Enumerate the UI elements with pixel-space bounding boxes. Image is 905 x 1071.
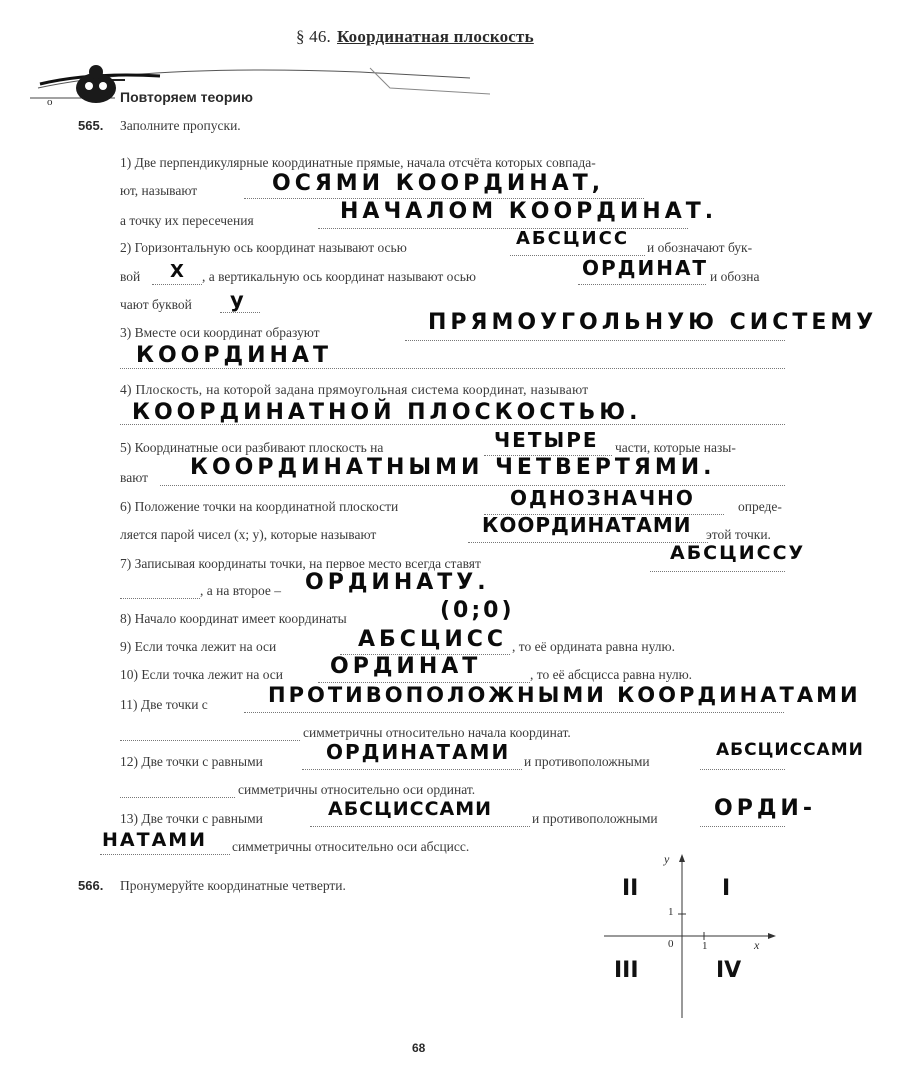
item-12-line-a: 12) Две точки с равными <box>120 754 263 769</box>
y-unit-label: 1 <box>668 906 674 918</box>
answer-line <box>120 368 785 369</box>
item-2-line-b-mid: , а вертикальную ось координат называют осью <box>202 269 476 284</box>
answer-line <box>650 571 785 572</box>
item-3-line-a: 3) Вместе оси координат образуют <box>120 325 320 340</box>
item-13-line-a-mid: и противоположными <box>532 811 658 826</box>
owl-icon <box>74 62 118 104</box>
answer-item-12-1: ОРДИНАТАМИ <box>326 740 511 764</box>
answer-line <box>302 769 522 770</box>
item-5-line-b: вают <box>120 470 148 485</box>
item-10-line: 10) Если точка лежит на оси <box>120 667 284 682</box>
answer-line <box>700 769 785 770</box>
item-1-line-b: ют, называют <box>120 183 198 198</box>
answer-item-2c: y <box>230 288 248 312</box>
item-6-line-b: ляется парой чисел (x; y), которые называют <box>120 527 377 542</box>
answer-item-11: ПРОТИВОПОЛОЖНЫМИ КООРДИНАТАМИ <box>268 683 861 707</box>
quadrant-3-label: III <box>614 958 639 983</box>
coordinate-plane <box>596 848 786 1023</box>
exercise-566-task: Пронумеруйте координатные четверти. <box>120 878 346 893</box>
answer-item-2a: АБСЦИСС <box>516 228 630 249</box>
item-13-line-a: 13) Две точки с равными <box>120 811 263 826</box>
answer-item-13-2: ОРДИ- <box>714 796 816 821</box>
answer-item-9: АБСЦИСС <box>358 627 508 652</box>
quadrant-4-label: IV <box>716 958 742 983</box>
quadrant-2-label: II <box>622 876 639 901</box>
item-6-line-a-end: опреде- <box>738 499 782 514</box>
x-axis-label: x <box>754 938 760 952</box>
item-1-line-a: 1) Две перпендикулярные координатные прямые, начала отсчёта которых совпада- <box>120 155 596 170</box>
item-12-line-a-mid: и противоположными <box>524 754 650 769</box>
answer-line <box>244 712 784 713</box>
section-heading: Координатная плоскость <box>337 27 534 46</box>
theory-heading: Повторяем теорию <box>120 89 253 105</box>
item-11-line-a: 11) Две точки с <box>120 697 208 712</box>
item-5-line-a-end: части, которые назы- <box>615 440 736 455</box>
item-2-line-c: чают буквой <box>120 297 192 312</box>
exercise-565-task: Заполните пропуски. <box>120 118 241 133</box>
exercise-566-number: 566. <box>78 878 104 893</box>
item-2-line-a-end: и обозначают бук- <box>647 240 753 255</box>
item-7-line-a: 7) Записывая координаты точки, на первое место всегда ставят <box>120 556 481 571</box>
answer-line <box>152 284 202 285</box>
answer-line <box>318 228 688 229</box>
answer-item-8: (0;0) <box>440 598 515 623</box>
answer-item-6a: ОДНОЗНАЧНО <box>510 486 695 510</box>
answer-item-1c: НАЧАЛОМ КООРДИНАТ. <box>340 199 718 224</box>
item-1-line-c: а точку их пересечения <box>120 213 254 228</box>
exercise-565-number: 565. <box>78 118 104 133</box>
answer-line <box>120 797 235 798</box>
answer-item-5b: КООРДИНАТНЫМИ ЧЕТВЕРТЯМИ. <box>190 455 716 480</box>
answer-item-3a: ПРЯМОУГОЛЬНУЮ СИСТЕМУ <box>428 310 878 335</box>
item-6-line-a: 6) Положение точки на координатной плоскости <box>120 499 399 514</box>
item-9-line-end: , то её ордината равна нулю. <box>512 639 675 654</box>
item-6-line-b-end: этой точки. <box>706 527 771 542</box>
answer-item-13-3: НАТАМИ <box>102 829 208 851</box>
answer-line <box>100 854 230 855</box>
item-2-line-b-end: и обозна <box>710 269 760 284</box>
answer-item-6b: КООРДИНАТАМИ <box>482 513 692 537</box>
item-5-line-a: 5) Координатные оси разбивают плоскость на <box>120 440 384 455</box>
answer-item-12-2: АБСЦИССАМИ <box>716 740 864 760</box>
answer-item-2b-1: X <box>170 261 188 282</box>
answer-item-10: ОРДИНАТ <box>330 654 482 679</box>
answer-line <box>120 740 300 741</box>
item-9-line: 9) Если точка лежит на оси <box>120 639 277 654</box>
quadrant-1-label: I <box>722 876 731 901</box>
item-2-line-a: 2) Горизонтальную ось координат называют осью <box>120 240 407 255</box>
answer-line <box>578 284 706 285</box>
answer-line <box>310 826 530 827</box>
y-axis-label: y <box>664 852 670 866</box>
section-number: § 46. <box>296 27 331 46</box>
answer-item-4b: КООРДИНАТНОЙ ПЛОСКОСТЬЮ. <box>132 400 642 425</box>
origin-label: 0 <box>668 938 674 950</box>
item-12-line-b: симметричны относительно оси ординат. <box>238 782 476 797</box>
item-4-line-a: 4) Плоскость, на которой задана прямоугольная система координат, называют <box>120 382 589 397</box>
item-10-line-end: , то её абсцисса равна нулю. <box>530 667 693 682</box>
answer-item-3b: КООРДИНАТ <box>136 343 332 368</box>
answer-item-7b: ОРДИНАТУ. <box>305 570 490 595</box>
answer-item-13-1: АБСЦИССАМИ <box>328 798 493 820</box>
answer-line <box>220 312 260 313</box>
section-title <box>296 27 534 47</box>
small-mark: о <box>47 96 53 108</box>
answer-item-1b: ОСЯМИ КООРДИНАТ, <box>272 171 605 196</box>
answer-item-2b-2: ОРДИНАТ <box>582 256 709 280</box>
item-2-line-b-pre: вой <box>120 269 141 284</box>
answer-item-5a: ЧЕТЫРЕ <box>494 428 599 452</box>
answer-line <box>700 826 785 827</box>
item-8-line: 8) Начало координат имеет координаты <box>120 611 347 626</box>
answer-line <box>120 598 200 599</box>
answer-item-7a: АБСЦИССУ <box>670 542 806 564</box>
x-unit-label: 1 <box>702 940 708 952</box>
item-13-line-b: симметричны относительно оси абсцисс. <box>232 839 470 854</box>
item-11-line-b: симметричны относительно начала координат. <box>303 725 571 740</box>
answer-line <box>405 340 785 341</box>
item-7-line-b: , а на второе – <box>200 583 281 598</box>
page-number: 68 <box>412 1041 426 1055</box>
